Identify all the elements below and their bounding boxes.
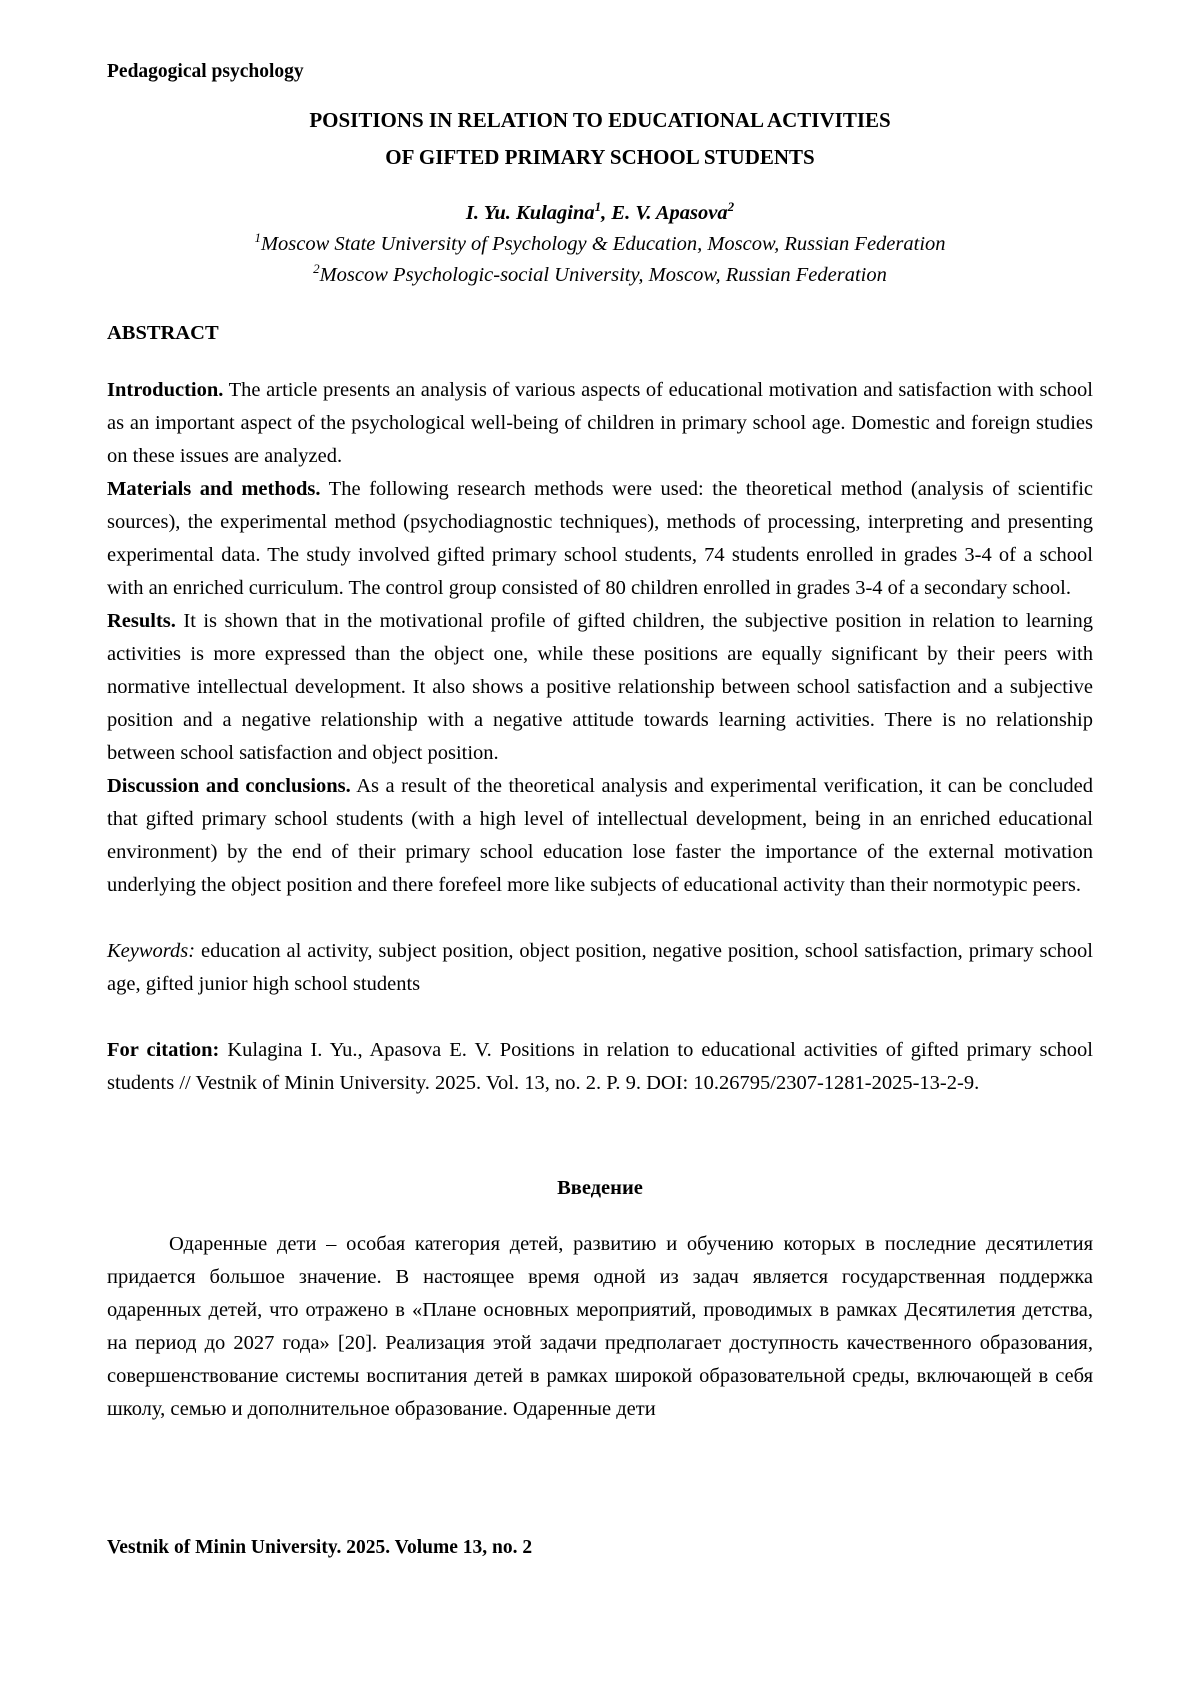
affiliation-2-superscript: 2 — [313, 261, 320, 277]
affiliation-1 — [107, 229, 1093, 260]
introduction-paragraph: Одаренные дети – особая категория детей, развитию и обучению которых в последние десятилетия придается большое значение. В настоящее время одной из задач является государственная поддержка одаренных детей, что отражено в «Плане основных мероприятий, проводимых в рамках Десятилетия детства, на период до 2027 года» [20]. Реализация этой задачи предполагает доступность качественного образования, совершенствование системы воспитания детей в рамках широкой образовательной среды, включающей в себя школу, семью и дополнительное образование. Одаренные дети — [107, 1233, 1093, 1420]
abstract-results-label: Results. — [107, 610, 176, 632]
abstract-introduction-text: The article presents an analysis of various aspects of educational motivation and satisfaction with school as an important aspect of the psychological well-being of children in primary school age. Domestic and foreign studies on these issues are analyzed. — [107, 379, 1093, 467]
for-citation-paragraph — [107, 1034, 1093, 1100]
citation-text: Kulagina I. Yu., Apasova E. V. Positions in relation to educational activities of gifted primary school students // Vestnik of Minin University. 2025. Vol. 13, no. 2. P. 9. DOI: 10.26795/2307-1281-2025-13-2-9. — [107, 1039, 1093, 1094]
title-line-2: OF GIFTED PRIMARY SCHOOL STUDENTS — [385, 145, 815, 169]
affiliation-2-text: Moscow Psychologic-social University, Moscow, Russian Federation — [319, 264, 887, 286]
page-footer: Vestnik of Minin University. 2025. Volume 13, no. 2 — [107, 1537, 533, 1558]
abstract-introduction-label: Introduction. — [107, 379, 224, 401]
paper-title — [107, 102, 1093, 176]
keywords-label: Keywords: — [107, 940, 196, 962]
citation-label: For citation: — [107, 1039, 220, 1061]
abstract-section-materials-methods — [107, 473, 1093, 605]
affiliation-2 — [107, 260, 1093, 291]
abstract-discussion-label: Discussion and conclusions. — [107, 775, 351, 797]
abstract-materials-label: Materials and methods. — [107, 478, 321, 500]
abstract-section-introduction — [107, 374, 1093, 473]
affiliation-1-text: Moscow State University of Psychology & Education, Moscow, Russian Federation — [260, 233, 946, 255]
author-2-superscript: 2 — [727, 199, 735, 215]
abstract-discussion-text: As a result of the theoretical analysis and experimental verification, it can be concluded that gifted primary school students (with a high level of intellectual development, being in an enriched educational environment) by the end of their primary school education lose faster the importance of the external motivation underlying the object position and there forefeel more like subjects of educational activity than their normotypic peers. — [107, 775, 1093, 896]
keywords-paragraph — [107, 935, 1093, 1001]
keywords-text: education al activity, subject position, object position, negative position, school satisfaction, primary school age, gifted junior high school students — [107, 940, 1093, 995]
author-1-name: I. Yu. Kulagina — [465, 202, 595, 224]
authors-line — [107, 198, 1093, 229]
abstract-heading: ABSTRACT — [107, 322, 219, 344]
author-1-superscript: 1 — [594, 199, 602, 215]
abstract-results-text: It is shown that in the motivational profile of gifted children, the subjective position in relation to learning activities is more expressed than the object one, while these positions are equally significant by their peers with normative intellectual development. It also shows a positive relationship between school satisfaction and a subjective position and a negative relationship with a negative attitude towards learning activities. There is no relationship between school satisfaction and object position. — [107, 610, 1093, 764]
abstract-materials-text: The following research methods were used: the theoretical method (analysis of scientific sources), the experimental method (psychodiagnostic techniques), methods of processing, interpreting and presenting experimental data. The study involved gifted primary school students, 74 students enrolled in grades 3-4 of a school with an enriched curriculum. The control group consisted of 80 children enrolled in grades 3-4 of a secondary school. — [107, 478, 1094, 599]
abstract-section-discussion — [107, 770, 1093, 902]
author-2-name: , E. V. Apasova — [601, 202, 728, 224]
abstract-section-results — [107, 605, 1093, 770]
title-line-1: POSITIONS IN RELATION TO EDUCATIONAL ACTIVITIES — [309, 108, 891, 132]
affiliation-1-superscript: 1 — [254, 230, 261, 246]
introduction-section-heading: Введение — [557, 1177, 643, 1199]
running-head: Pedagogical psychology — [107, 61, 304, 82]
